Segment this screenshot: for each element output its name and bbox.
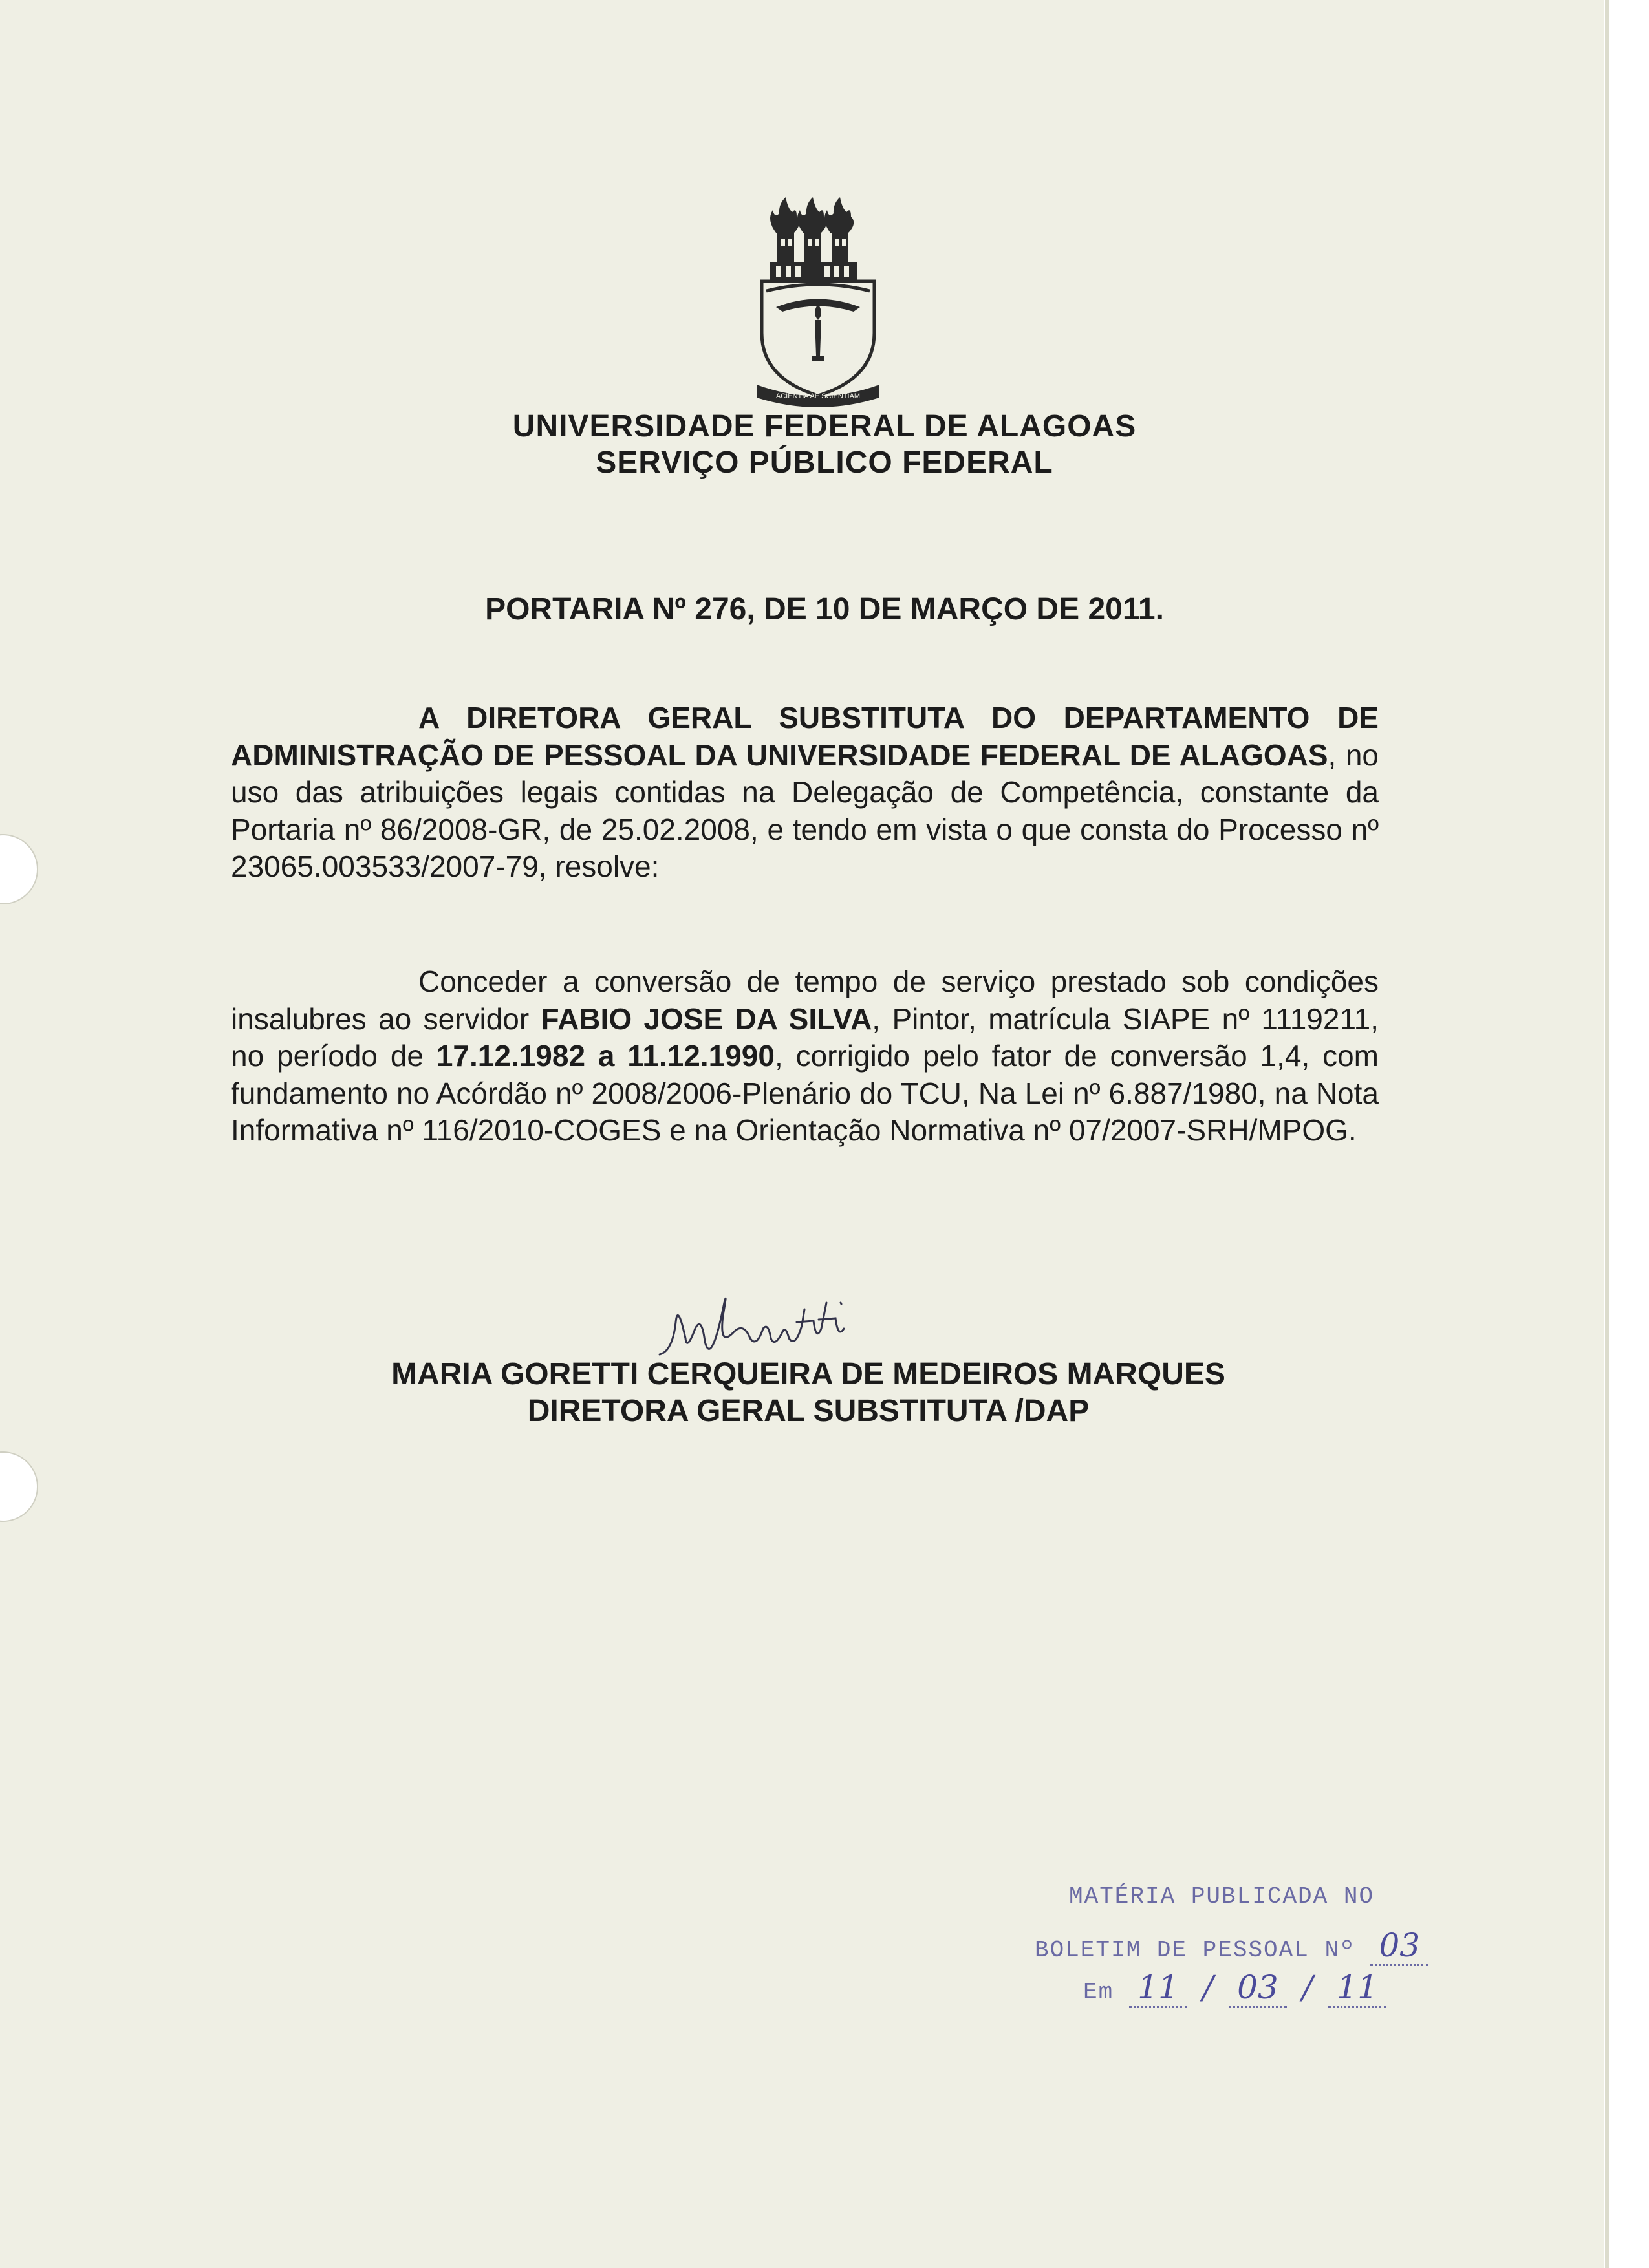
authority-text: A DIRETORA GERAL SUBSTITUTA DO DEPARTAMENTO DE ADMINISTRAÇÃO DE PESSOAL DA UNIVERSIDADE FEDERAL DE ALAGOAS (231, 701, 1379, 772)
preamble-paragraph (231, 700, 1379, 886)
stamp-date-label: Em (1083, 1979, 1114, 2006)
stamp-line-3 (1083, 1969, 1386, 2008)
stamp-bulletin-label: BOLETIM DE PESSOAL Nº (1035, 1937, 1355, 1963)
stamp-separator-1: / (1202, 1969, 1214, 2006)
resolution-paragraph (231, 963, 1379, 1150)
signatory-role: DIRETORA GERAL SUBSTITUTA /DAP (527, 1394, 1090, 1428)
punch-hole-top (0, 834, 38, 904)
preamble-text: , no uso das atribuições legais contidas na Delegação de Competência, constante da Portaria nº 86/2008-GR, de 25.02.2008, e tendo em vista o que consta do Processo nº 23065.003533/2007-79, resolve: (231, 738, 1379, 883)
service-name: SERVIÇO PÚBLICO FEDERAL (596, 445, 1053, 480)
paper-edge-shadow (1605, 0, 1609, 2268)
stamp-line-1: MATÉRIA PUBLICADA NO (1069, 1883, 1375, 1910)
institution-name: UNIVERSIDADE FEDERAL DE ALAGOAS (512, 409, 1137, 444)
publication-stamp (1025, 1878, 1452, 2027)
stamp-day: 11 (1129, 1969, 1187, 2008)
stamp-month: 03 (1229, 1969, 1287, 2008)
signatory-name: MARIA GORETTI CERQUEIRA DE MEDEIROS MARQUES (391, 1357, 1225, 1391)
service-period: 17.12.1982 a 11.12.1990 (436, 1039, 775, 1073)
stamp-year: 11 (1328, 1969, 1386, 2008)
stamp-line-2 (1035, 1927, 1428, 1966)
resolution-text-b: , Pintor, matrícula SIAPE nº 1119211, no período de (231, 1001, 1379, 1073)
stamp-bulletin-number: 03 (1370, 1927, 1428, 1966)
paper-edge (1604, 0, 1649, 2268)
university-crest-logo (750, 194, 886, 407)
document-title: PORTARIA Nº 276, DE 10 DE MARÇO DE 2011. (485, 592, 1164, 626)
employee-name: FABIO JOSE DA SILVA (541, 1001, 872, 1036)
punch-hole-bottom (0, 1451, 38, 1522)
crest-motto: ACIENTIA AE SCIENTIAM (775, 392, 861, 400)
stamp-separator-2: / (1302, 1969, 1313, 2006)
resolution-text-c: , corrigido pelo fator de conversão 1,4, com fundamento no Acórdão nº 2008/2006-Plenário do TCU, Na Lei nº 6.887/1980, na Nota Informativa nº 116/2010-COGES e na Orientação Normativa nº 07/2007-SRH/MPOG. (231, 1039, 1379, 1147)
resolution-text-a: Conceder a conversão de tempo de serviço prestado sob condições insalubres ao servidor (231, 965, 1379, 1036)
